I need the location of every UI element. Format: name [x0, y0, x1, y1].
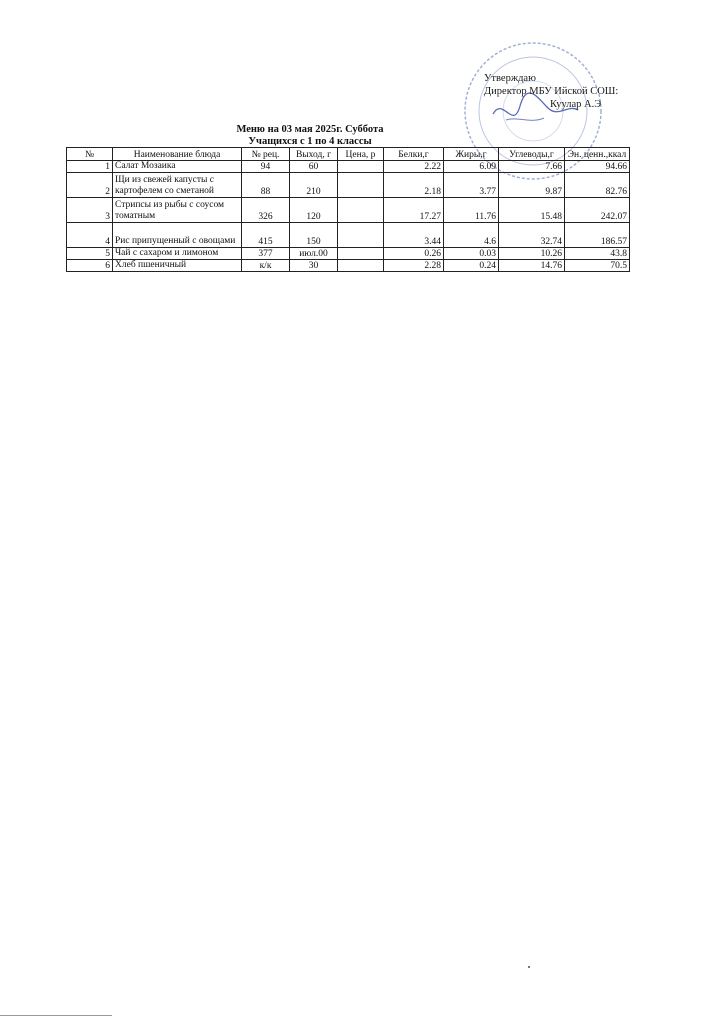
cell-protein: 3.44 — [384, 223, 444, 248]
cell-carbs: 14.76 — [499, 260, 565, 272]
table-header-row — [67, 148, 630, 161]
cell-dish: Чай с сахаром и лимоном — [113, 248, 242, 260]
approval-heading: Утверждаю — [484, 73, 536, 84]
cell-yield: 60 — [290, 161, 338, 173]
col-header-yield: Выход, г — [290, 148, 338, 161]
col-header-price: Цена, р — [338, 148, 384, 161]
cell-protein: 2.22 — [384, 161, 444, 173]
cell-fat: 0.24 — [444, 260, 499, 272]
cell-dish: Стрипсы из рыбы с соусом томатным — [113, 198, 242, 223]
cell-price — [338, 161, 384, 173]
approval-position: Директор МБУ Ийской СОШ: — [484, 86, 619, 97]
col-header-number: № — [67, 148, 113, 161]
cell-protein: 17.27 — [384, 198, 444, 223]
scan-edge-line — [0, 1015, 112, 1016]
cell-number: 5 — [67, 248, 113, 260]
cell-price — [338, 223, 384, 248]
menu-table — [66, 147, 630, 272]
cell-carbs: 15.48 — [499, 198, 565, 223]
col-header-protein: Белки,г — [384, 148, 444, 161]
cell-fat: 0.03 — [444, 248, 499, 260]
cell-carbs: 32.74 — [499, 223, 565, 248]
approval-block — [484, 72, 618, 111]
table-row — [67, 260, 630, 272]
cell-yield: 150 — [290, 223, 338, 248]
col-header-recipe: № рец. — [242, 148, 290, 161]
col-header-fat: Жиры,г — [444, 148, 499, 161]
cell-price — [338, 198, 384, 223]
cell-price — [338, 173, 384, 198]
cell-dish: Салат Мозаика — [113, 161, 242, 173]
scan-speck — [528, 966, 530, 968]
cell-energy: 43.8 — [565, 248, 630, 260]
cell-number: 1 — [67, 161, 113, 173]
col-header-dish: Наименование блюда — [113, 148, 242, 161]
cell-protein: 0.26 — [384, 248, 444, 260]
cell-recipe: 326 — [242, 198, 290, 223]
approval-signatory: Куулар А.Э — [550, 99, 602, 110]
menu-subtitle: Учащихся с 1 по 4 классы — [248, 136, 372, 147]
cell-yield: 30 — [290, 260, 338, 272]
cell-energy: 242.07 — [565, 198, 630, 223]
cell-energy: 82.76 — [565, 173, 630, 198]
menu-title: Меню на 03 мая 2025г. Суббота — [236, 124, 384, 135]
table-row — [67, 223, 630, 248]
cell-yield: 210 — [290, 173, 338, 198]
cell-number: 2 — [67, 173, 113, 198]
col-header-carbs: Углеводы,г — [499, 148, 565, 161]
cell-yield: июл.00 — [290, 248, 338, 260]
cell-carbs: 9.87 — [499, 173, 565, 198]
cell-number: 4 — [67, 223, 113, 248]
cell-recipe: 377 — [242, 248, 290, 260]
cell-number: 3 — [67, 198, 113, 223]
cell-carbs: 7.66 — [499, 161, 565, 173]
cell-fat: 3.77 — [444, 173, 499, 198]
cell-fat: 11.76 — [444, 198, 499, 223]
cell-number: 6 — [67, 260, 113, 272]
cell-price — [338, 260, 384, 272]
cell-recipe: 88 — [242, 173, 290, 198]
cell-fat: 6.09 — [444, 161, 499, 173]
cell-energy: 186.57 — [565, 223, 630, 248]
cell-fat: 4.6 — [444, 223, 499, 248]
cell-yield: 120 — [290, 198, 338, 223]
cell-dish: Хлеб пшеничный — [113, 260, 242, 272]
cell-protein: 2.28 — [384, 260, 444, 272]
table-row — [67, 161, 630, 173]
cell-recipe: к/к — [242, 260, 290, 272]
cell-dish: Щи из свежей капусты с картофелем со сметаной — [113, 173, 242, 198]
table-row — [67, 173, 630, 198]
table-row — [67, 248, 630, 260]
cell-recipe: 94 — [242, 161, 290, 173]
cell-carbs: 10.26 — [499, 248, 565, 260]
cell-energy: 94.66 — [565, 161, 630, 173]
cell-recipe: 415 — [242, 223, 290, 248]
cell-dish: Рис припущенный с овощами — [113, 223, 242, 248]
cell-price — [338, 248, 384, 260]
cell-protein: 2.18 — [384, 173, 444, 198]
cell-energy: 70.5 — [565, 260, 630, 272]
col-header-energy: Эн. ценн.,ккал — [565, 148, 630, 161]
table-row — [67, 198, 630, 223]
